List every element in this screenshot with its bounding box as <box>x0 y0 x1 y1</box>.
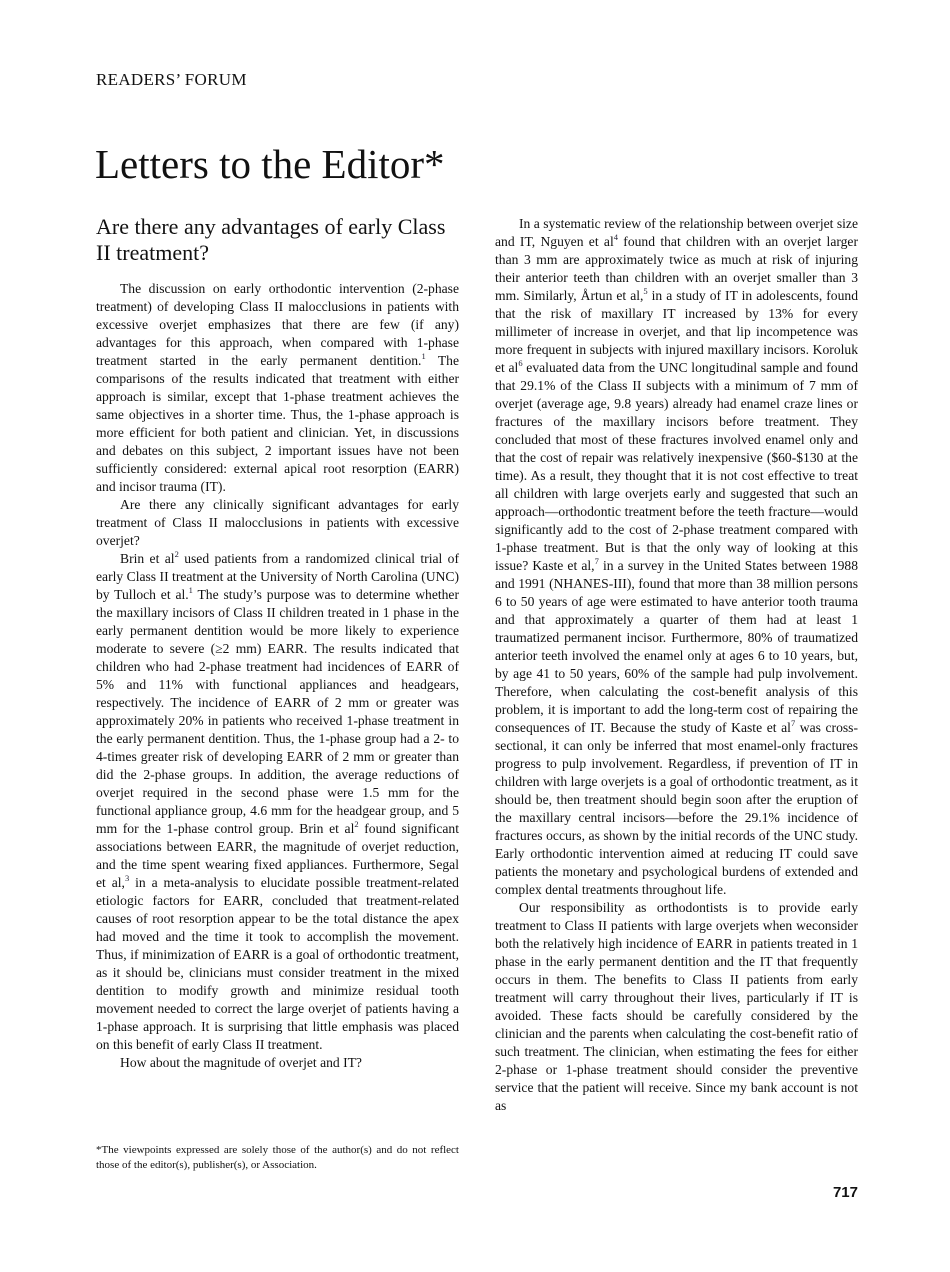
letter-heading: Are there any advantages of early Class II treatment? <box>96 214 446 265</box>
text-run: used patients from a randomized clinical trial of early Class II treatment at the University of North Carolina (UNC) by Tulloch et al. <box>96 551 459 602</box>
text-run: in a study of IT in adolescents, found that the risk of maxillary IT increased by 13% for every millimeter of increase in overjet, and that lip incompetence was more frequent in subjects with injured maxillary incisors. Koroluk et al <box>495 288 858 375</box>
text-run: found that children with an overjet larger than 3 mm are approximately twice as much at risk of injuring their anterior teeth than children with an overjet smaller than 3 mm. Similarly, Årtun et al, <box>495 234 858 303</box>
text-run: How about the magnitude of overjet and IT? <box>120 1055 362 1070</box>
page-title: Letters to the Editor* <box>95 141 445 187</box>
text-run: The discussion on early orthodontic intervention (2-phase treatment) of developing Class II malocclusions in patients with excessive overjet emphasizes that there are few (if any) advantages for this approach, when compared with 1-phase treatment started in the early permanent dentition. <box>96 281 459 368</box>
page-number: 717 <box>832 1184 858 1201</box>
citation-superscript: 4 <box>613 232 618 242</box>
text-run: The comparisons of the results indicated that treatment with either approach is similar, except that 1-phase treatment achieves the same objectives in a shorter time. Thus, the 1-phase approach is more efficient for both patient and clinician. Yet, in discussions and debates on this subject, 2 important issues have not been sufficiently considered: external apical root resorption (EARR) and incisor trauma (IT). <box>96 353 459 494</box>
right-column <box>495 215 858 1115</box>
text-run: In a systematic review of the relationship between overjet size and IT, Nguyen et al <box>495 216 858 249</box>
text-run: Brin et al <box>120 551 175 566</box>
footnote: *The viewpoints expressed are solely those of the author(s) and do not reflect those of the editor(s), publisher(s), or Association. <box>96 1144 459 1171</box>
citation-superscript: 6 <box>518 358 523 368</box>
body-paragraph <box>495 899 858 1115</box>
citation-superscript: 2 <box>354 819 359 829</box>
text-run: evaluated data from the UNC longitudinal sample and found that 29.1% of the Class II subjects with a minimum of 7 mm of overjet (average age, 9.8 years) already had enamel craze lines or fractures of the maxillary incisors before treatment. They concluded that most of these fractures involved enamel only and that the cost of repair was relatively inexpensive ($60-$130 at the time). As a result, they thought that it is not cost effective to treat all children with large overjets early and suggested that such an approach—orthodontic treatment before the teeth fracture—would significantly add to the cost of 2-phase treatment compared with 1-phase treatment. But is that the only way of looking at this issue? Kaste et al, <box>495 360 858 573</box>
body-paragraph <box>96 496 459 550</box>
text-run: in a meta-analysis to elucidate possible treatment-related etiologic factors for EARR, concluded that treatment-related causes of root resorption appear to be the total distance the apex had moved and the time it took to accomplish the movement. Thus, if minimization of EARR is a goal of orthodontic treatment, as it should be, clinicians must consider treatment in the mixed dentition to modify growth and minimize residual tooth movement needed to correct the large overjet of patients having a 1-phase approach. It is surprising that little emphasis was placed on this benefit of early Class II treatment. <box>96 875 459 1052</box>
citation-superscript: 5 <box>643 286 648 296</box>
citation-superscript: 1 <box>188 585 193 595</box>
left-body <box>96 280 459 1072</box>
text-run: found significant associations between EARR, the magnitude of overjet reduction, and the time spent wearing fixed appliances. Furthermore, Segal et al, <box>96 821 459 890</box>
text-run: Are there any clinically significant advantages for early treatment of Class II malocclusions in patients with excessive overjet? <box>96 497 459 548</box>
citation-superscript: 2 <box>174 549 179 559</box>
section-label: READERS’ FORUM <box>96 70 247 89</box>
text-run: was cross-sectional, it can only be inferred that most enamel-only fractures progress to pulp involvement. Regardless, if prevention of IT in children with large overjets is a goal of orthodontic treatment, as it should be, then treatment should begin soon after the eruption of the maxillary central incisors—before the 29.1% incidence of fractures occurs, as shown by the initial records of the UNC study. Early orthodontic intervention aimed at reducing IT could save patients the monetary and psychological burdens of extended and complex dental treatments throughout life. <box>495 720 858 897</box>
left-column <box>96 214 459 1072</box>
citation-superscript: 7 <box>594 556 599 566</box>
citation-superscript: 1 <box>421 351 426 361</box>
citation-superscript: 7 <box>790 718 796 728</box>
text-run: The study’s purpose was to determine whether the maxillary incisors of Class II children treated in 1 phase in the early permanent dentition would be more likely to experience moderate to severe (≥2 mm) EARR. The results indicated that children who had 2-phase treatment had incidences of EARR of 5% and 11% with functional appliances and headgears, respectively. The incidence of EARR of 2 mm or greater was approximately 20% in patients who received 1-phase treatment in the early permanent dentition. Thus, the 1-phase group had a 2- to 4-times greater risk of developing EARR of 2 mm or greater than did the 2-phase groups. In addition, the average reductions of overjet required in the second phase were 1.5 mm for the functional appliance group, 4.6 mm for the headgear group, and 5 mm for the 1-phase control group. Brin et al <box>96 587 459 836</box>
body-paragraph <box>96 280 459 496</box>
text-run: Our responsibility as orthodontists is to provide early treatment to Class II patients with large overjets when weconsider both the relatively high incidence of EARR in patients treated in 1 phase in the early permanent dentition and the IT that frequently occurs in them. The benefits to Class II patients from early treatment will carry throughout their lives, particularly if IT is avoided. These facts should be carefully considered by the clinician and the parents when calculating the cost-benefit ratio of such treatment. The clinician, when estimating the fees for either 2-phase or 1-phase treatment should consider the preventive service that the patient will receive. Since my bank account is not as <box>495 900 858 1113</box>
text-run: in a survey in the United States between 1988 and 1991 (NHANES-III), found that more than 38 million persons 6 to 50 years of age were estimated to have anterior tooth trauma and that approximately a quarter of them had at least 1 traumatized permanent incisor. Furthermore, 80% of traumatized anterior teeth involved the enamel only at ages 6 to 10 years, but, by age 41 to 50 years, 60% of the sample had pulp involvement. Therefore, when calculating the cost-benefit analysis of this problem, it is important to add the long-term cost of repairing the consequences of IT. Because the study of Kaste et al <box>495 558 859 735</box>
citation-superscript: 3 <box>124 873 130 883</box>
body-paragraph <box>96 550 459 1054</box>
body-paragraph <box>96 1054 459 1072</box>
right-body <box>495 215 858 1115</box>
body-paragraph <box>495 215 858 899</box>
